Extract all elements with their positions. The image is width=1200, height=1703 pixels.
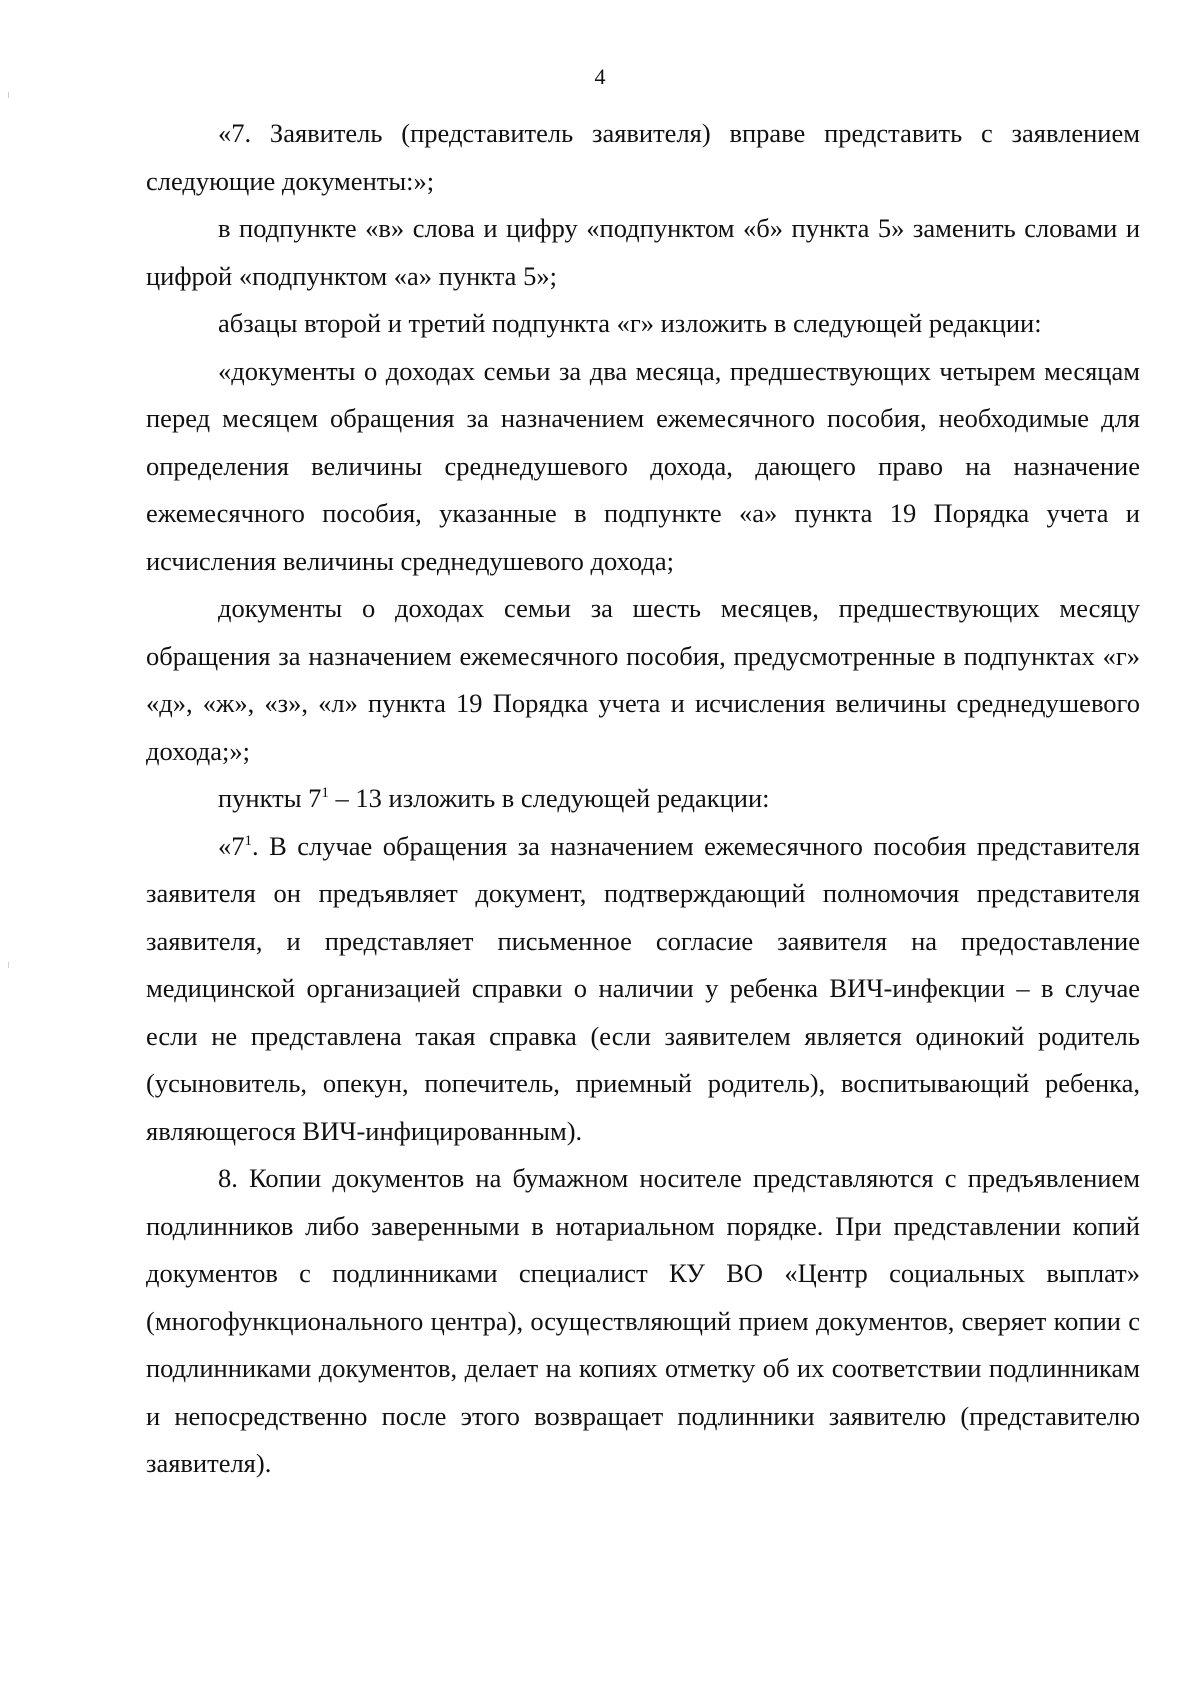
paragraph-subitem-v-amendment: в подпункте «в» слова и цифру «подпунктом «б» пункта 5» заменить словами и цифрой «подпунктом «а» пункта 5»;: [146, 213, 1140, 291]
paragraph-item-7: «7. Заявитель (представитель заявителя) вправе представить с заявлением следующие документы:»;: [146, 118, 1140, 196]
paragraph-items-7-1-to-13-intro: [146, 775, 1140, 823]
superscript: 1: [244, 832, 252, 849]
document-body: [146, 110, 1140, 1488]
scan-artifact: [8, 92, 9, 98]
paragraph-income-six-months: документы о доходах семьи за шесть месяцев, предшествующих месяцу обращения за назначением ежемесячного пособия, предусмотренные в подпунктах «г» «д», «ж», «з», «л» пункта 19 Порядка учета и исчисления величины среднедушевого дохода;»;: [146, 593, 1140, 766]
page-number: 4: [594, 64, 606, 89]
text-fragment: – 13 изложить в следующей редакции:: [328, 783, 770, 813]
paragraph-item-8: 8. Копии документов на бумажном носителе представляются с предъявлением подлинников либо заверенными в нотариальном порядке. При представлении копий документов с подлинниками специалист КУ ВО «Центр социальных выплат» (многофункционального центра), осуществляющий прием документов, сверяет копии с подлинниками документов, делает на копиях отметку об их соответствии подлинникам и непосредственно после этого возвращает подлинники заявителю (представителю заявителя).: [146, 1163, 1140, 1478]
scan-artifact: [8, 962, 9, 968]
paragraph-subitem-g-intro: абзацы второй и третий подпункта «г» изложить в следующей редакции:: [218, 308, 1042, 338]
paragraph-item-7-1: [146, 823, 1140, 1156]
text-fragment: пункты 7: [218, 783, 322, 813]
text-fragment: . В случае обращения за назначением ежемесячного пособия представителя заявителя он предъявляет документ, подтверждающий полномочия представителя заявителя, и представляет письменное согласие заявителя на предоставление медицинской организацией справки о наличии у ребенка ВИЧ-инфекции – в случае если не представлена такая справка (если заявителем является одинокий родитель (усыновитель, опекун, попечитель, приемный родитель), воспитывающий ребенка, являющегося ВИЧ-инфицированным).: [146, 830, 1140, 1146]
text-fragment: «7: [218, 830, 245, 861]
paragraph-income-two-months: «документы о доходах семьи за два месяца, предшествующих четырем месяцам перед месяцем обращения за назначением ежемесячного пособия, необходимые для определения величины среднедушевого дохода, дающего право на назначение ежемесячного пособия, указанные в подпункте «а» пункта 19 Порядка учета и исчисления величины среднедушевого дохода;: [146, 355, 1140, 576]
superscript: 1: [321, 785, 329, 802]
